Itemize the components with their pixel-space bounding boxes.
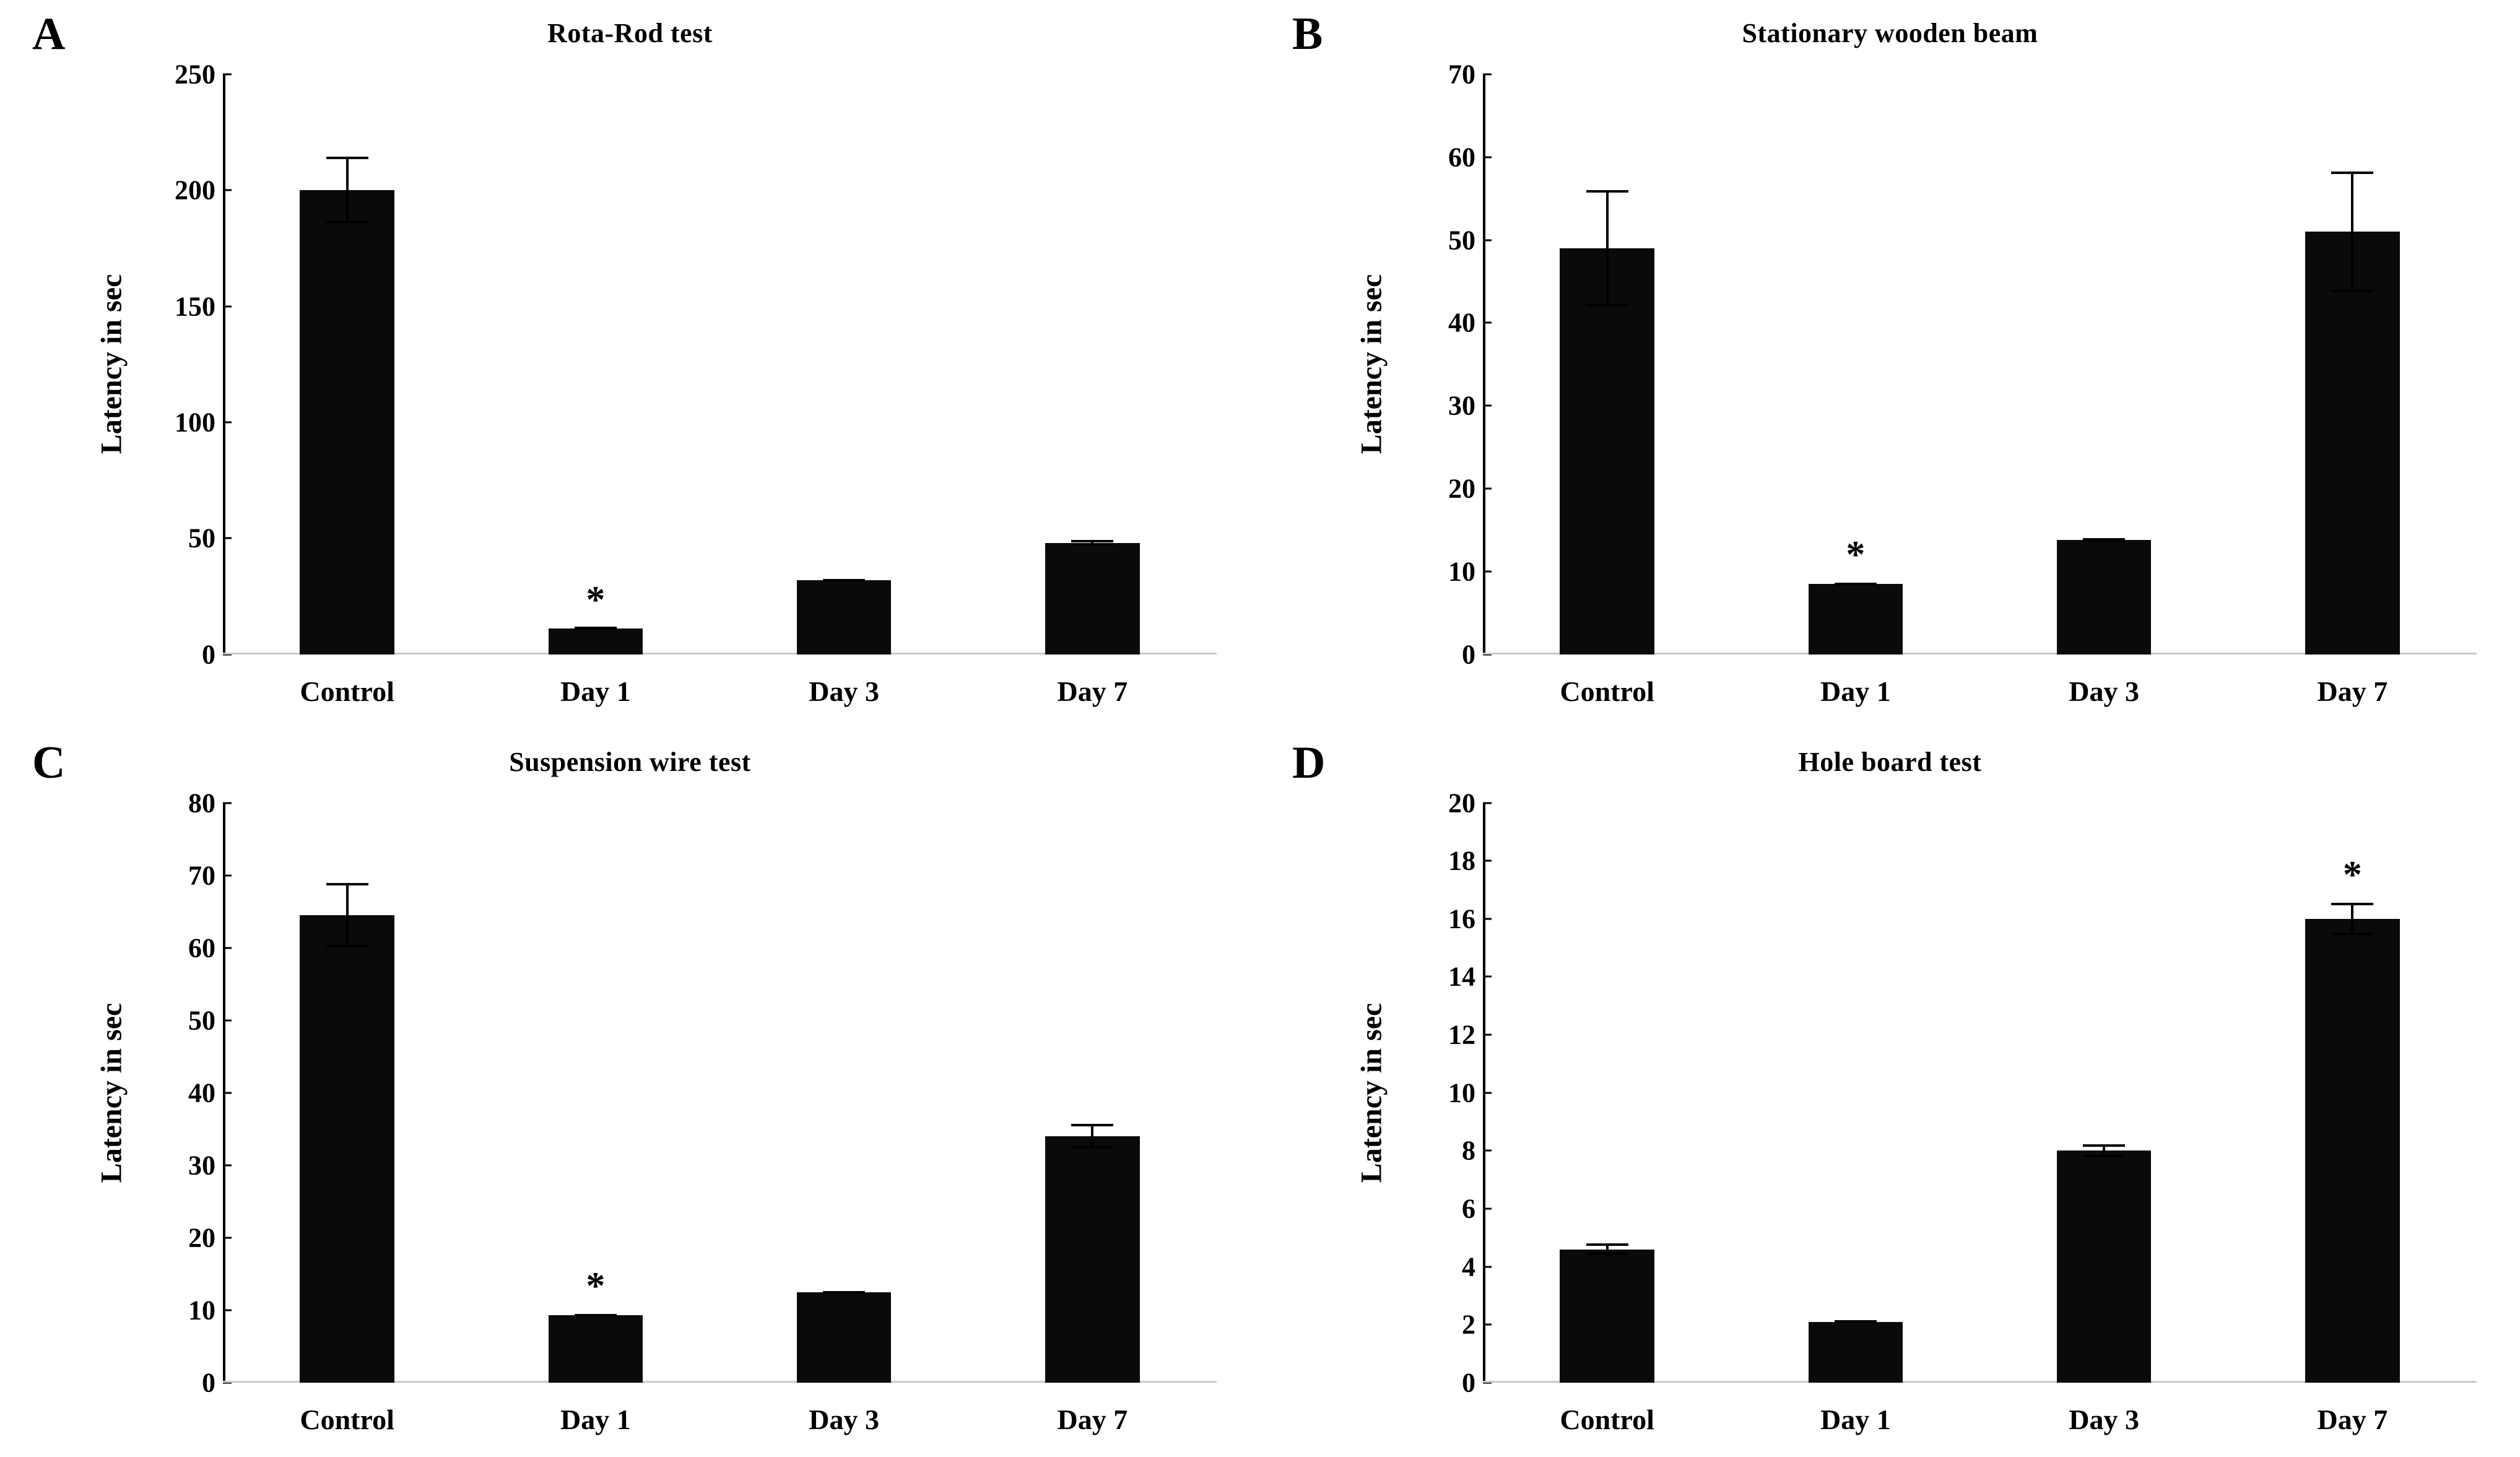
plot-area-d [1401, 788, 2477, 1435]
bar-slot [720, 803, 968, 1383]
bar [2057, 1150, 2151, 1383]
x-axis-label: Day 1 [560, 1404, 631, 1435]
panel-a [0, 0, 1260, 729]
plot-wrap-a [93, 59, 1217, 707]
error-bar-line [2351, 903, 2353, 935]
x-axis-labels-b [1483, 675, 2477, 708]
y-axis-title-label-b: Latency in sec [1355, 274, 1388, 454]
chart-title-a: Rota-Rod test [547, 18, 713, 48]
x-axis-label: Control [1560, 675, 1654, 707]
error-bar-cap-top [1071, 540, 1113, 542]
x-axis-label: Day 7 [2317, 1404, 2388, 1435]
error-bar-cap-top [1586, 190, 1628, 193]
error-bar-cap-bottom [1071, 543, 1113, 546]
error-bar-line [1606, 190, 1609, 306]
panel-d [1260, 729, 2520, 1457]
y-tick-label: 60 [188, 933, 215, 963]
plot-area-a [141, 59, 1217, 707]
significance-marker: * [1846, 533, 1866, 576]
y-tick-label: 30 [1448, 390, 1475, 421]
y-tick-label: 80 [188, 788, 215, 818]
error-bar-cap-top [2083, 1144, 2125, 1147]
error-bar-line [346, 883, 349, 947]
error-bar-cap-top [326, 157, 368, 159]
y-tick-label: 50 [188, 1005, 215, 1036]
error-bar-cap-bottom [2331, 933, 2373, 935]
y-axis-title-label-c: Latency in sec [95, 1003, 128, 1183]
bar-slot [223, 74, 471, 655]
y-tick-label: 250 [175, 59, 215, 90]
bar-series-b [1483, 74, 2477, 655]
x-axis-label: Control [300, 675, 394, 707]
error-bar-cap-top [2331, 903, 2373, 905]
error-bar-cap-bottom [823, 1291, 865, 1294]
error-bar-cap-bottom [1586, 1253, 1628, 1255]
significance-marker: * [2342, 853, 2362, 896]
plot-area-c [141, 788, 1217, 1435]
bar-slot [2228, 74, 2477, 655]
chart-title-b: Stationary wooden beam [1742, 18, 2038, 48]
panel-letter-d: D [1292, 737, 1326, 788]
error-bar-cap-bottom [575, 627, 617, 629]
bar-slot [1483, 74, 1731, 655]
plot-wrap-d [1353, 788, 2477, 1435]
error-bar-cap-top [1071, 1124, 1113, 1126]
panel-letter-a: A [32, 9, 66, 59]
bar [549, 1265, 643, 1383]
y-tick-label: 40 [188, 1077, 215, 1108]
bar [1809, 533, 1903, 655]
bar [300, 190, 394, 654]
plot-area-b [1401, 59, 2477, 707]
y-axis-title-b [1353, 74, 1390, 655]
y-axis-title-label-a: Latency in sec [95, 274, 128, 454]
x-axis-label: Day 7 [1057, 675, 1128, 707]
bar-slot [1980, 74, 2228, 655]
bar-series-c [223, 803, 1217, 1383]
plot-wrap-b [1353, 59, 2477, 707]
chart-title-c: Suspension wire test [509, 746, 751, 777]
error-bar-cap-bottom [1835, 583, 1877, 585]
y-tick-label: 14 [1448, 961, 1475, 992]
bar [549, 579, 643, 654]
y-tick-label: 10 [1448, 1077, 1475, 1108]
y-tick-label: 50 [188, 523, 215, 554]
y-tick-label: 200 [175, 175, 215, 206]
panel-b [1260, 0, 2520, 729]
error-bar-cap-bottom [326, 221, 368, 224]
y-tick-label: 6 [1462, 1193, 1475, 1224]
significance-marker: * [586, 1265, 606, 1308]
y-tick-label: 0 [1462, 1367, 1475, 1398]
x-axis-label: Control [300, 1404, 394, 1435]
y-tick-label: 150 [175, 291, 215, 322]
y-axis-title-c [93, 803, 130, 1383]
chart-title-d: Hole board test [1798, 746, 1982, 777]
y-tick-label: 20 [1448, 788, 1475, 818]
x-axis-label: Day 1 [1820, 675, 1891, 707]
bar-series-d [1483, 803, 2477, 1383]
x-axis-labels-a [223, 675, 1217, 708]
y-tick-label: 0 [202, 639, 215, 669]
panel-letter-b: B [1292, 9, 1323, 59]
bar-slot [968, 74, 1217, 655]
error-bar-cap-bottom [1071, 1146, 1113, 1149]
plot-wrap-c [93, 788, 1217, 1435]
x-axis-label: Day 1 [1820, 1404, 1891, 1435]
error-bar-cap-bottom [2331, 290, 2373, 292]
y-tick-label: 70 [188, 860, 215, 891]
y-tick-label: 8 [1462, 1135, 1475, 1166]
bar [797, 580, 891, 655]
bar [1560, 1250, 1654, 1383]
y-tick-label: 40 [1448, 307, 1475, 338]
bar-slot [223, 803, 471, 1383]
x-axis-labels-d [1483, 1403, 2477, 1436]
error-bar-line [2351, 172, 2353, 292]
error-bar-cap-top [326, 883, 368, 885]
y-tick-label: 2 [1462, 1309, 1475, 1340]
bar [300, 915, 394, 1383]
y-tick-label: 4 [1462, 1251, 1475, 1282]
error-bar-cap-bottom [2083, 1155, 2125, 1157]
x-axis-label: Day 3 [809, 1404, 879, 1435]
x-axis-labels-c [223, 1403, 1217, 1436]
bar [1045, 1136, 1139, 1383]
bar-series-a [223, 74, 1217, 655]
bar-slot [968, 803, 1217, 1383]
bar-slot [471, 803, 719, 1383]
y-tick-label: 30 [188, 1150, 215, 1181]
y-tick-label: 16 [1448, 903, 1475, 934]
error-bar-cap-bottom [2083, 539, 2125, 542]
y-tick-label: 50 [1448, 225, 1475, 256]
bar [2305, 853, 2399, 1383]
bar [1560, 248, 1654, 655]
bar [1045, 543, 1139, 655]
x-axis-label: Day 1 [560, 675, 631, 707]
y-tick-label: 0 [202, 1367, 215, 1398]
x-axis-label: Day 7 [2317, 675, 2388, 707]
x-axis-label: Day 3 [2069, 1404, 2139, 1435]
x-axis-label: Control [1560, 1404, 1654, 1435]
y-tick-label: 20 [1448, 473, 1475, 504]
y-axis-title-d [1353, 803, 1390, 1383]
bar-slot [1980, 803, 2228, 1383]
y-axis-title-label-d: Latency in sec [1355, 1003, 1388, 1183]
error-bar-cap-top [1586, 1243, 1628, 1246]
x-axis-label: Day 3 [2069, 675, 2139, 707]
x-axis-label: Day 3 [809, 675, 879, 707]
bar-slot [1731, 803, 1979, 1383]
error-bar-cap-bottom [823, 579, 865, 581]
bar-slot [720, 74, 968, 655]
panel-letter-c: C [32, 737, 66, 788]
error-bar-cap-bottom [575, 1314, 617, 1316]
bar-slot [1483, 803, 1731, 1383]
error-bar-cap-top [2331, 172, 2373, 174]
significance-marker: * [586, 579, 606, 622]
error-bar-line [346, 157, 349, 224]
y-tick-label: 0 [1462, 639, 1475, 669]
y-tick-label: 70 [1448, 59, 1475, 90]
bar [2057, 540, 2151, 655]
x-axis-label: Day 7 [1057, 1404, 1128, 1435]
y-axis-title-a [93, 74, 130, 655]
panel-c [0, 729, 1260, 1457]
y-tick-label: 12 [1448, 1019, 1475, 1050]
bar-slot [2228, 803, 2477, 1383]
y-tick-label: 20 [188, 1222, 215, 1253]
error-bar-cap-bottom [1835, 1320, 1877, 1323]
y-tick-label: 18 [1448, 845, 1475, 876]
bar-slot [1731, 74, 1979, 655]
y-tick-label: 60 [1448, 142, 1475, 173]
bar [797, 1292, 891, 1383]
y-tick-label: 100 [175, 407, 215, 438]
error-bar-line [1091, 1124, 1093, 1149]
bar [2305, 232, 2399, 654]
y-tick-label: 10 [1448, 556, 1475, 587]
bar-slot [471, 74, 719, 655]
bar [1809, 1322, 1903, 1383]
error-bar-cap-bottom [1586, 304, 1628, 307]
error-bar-cap-bottom [326, 945, 368, 947]
y-tick-label: 10 [188, 1295, 215, 1326]
